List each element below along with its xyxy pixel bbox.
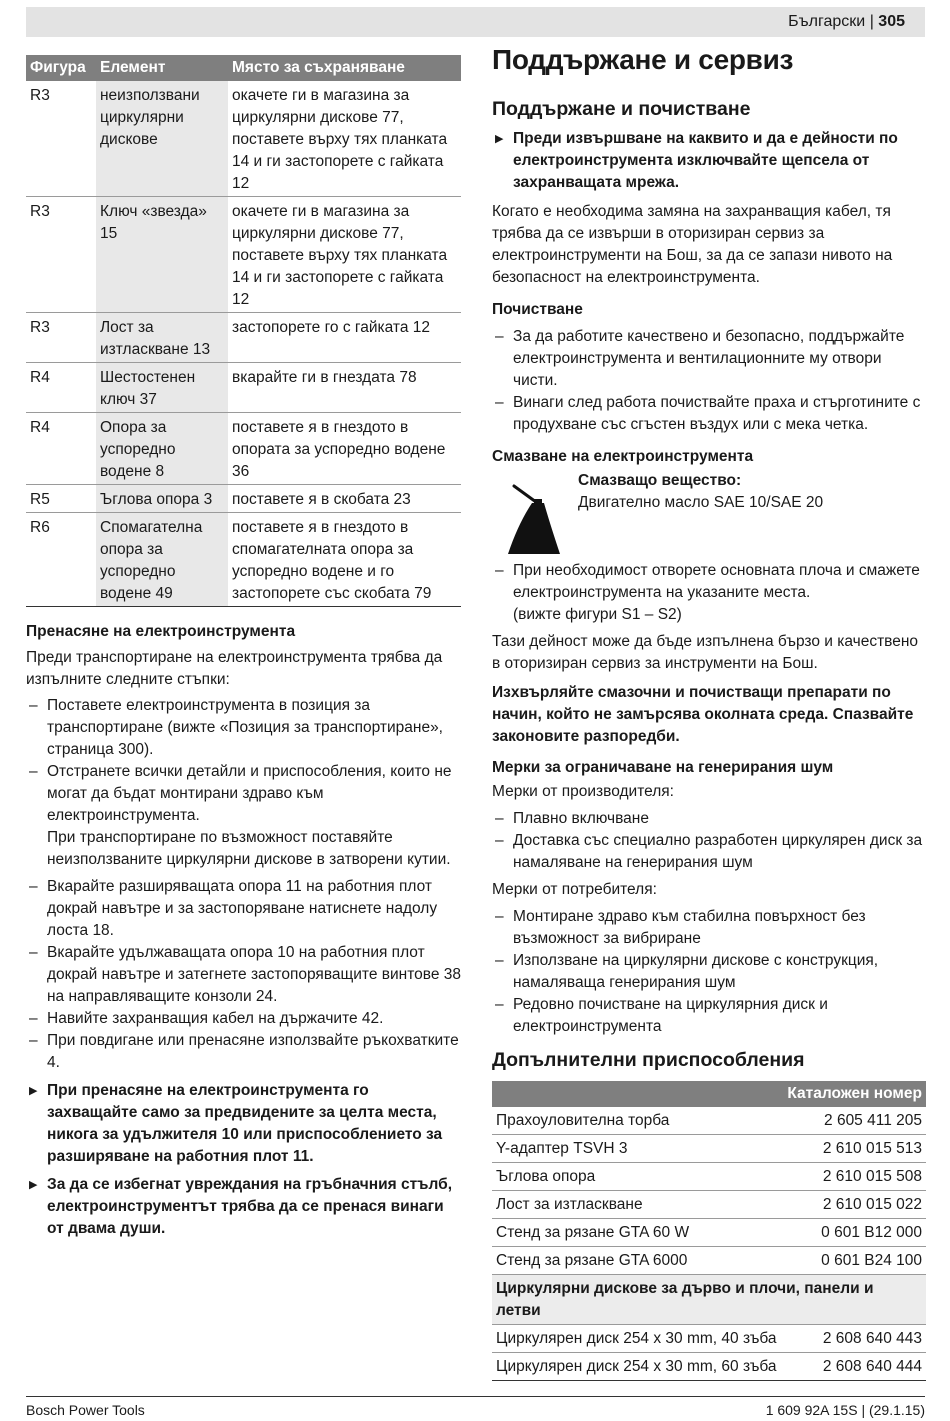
transport-title: Пренасяне на електроинструмента xyxy=(26,623,296,640)
table-row xyxy=(492,1219,926,1247)
cell-element: Опора за успоредно водене 8 xyxy=(96,413,228,485)
cell-storage: окачете ги в магазина за циркулярни дискове 77, поставете върху тях планката 14 и ги застопорете с гайката 12 xyxy=(228,197,461,313)
accessories-table xyxy=(492,1081,926,1381)
accessory-name: Циркулярен диск 254 x 30 mm, 40 зъба xyxy=(492,1325,807,1353)
lubricant-label: Смазващо вещество: xyxy=(578,472,742,489)
environment-text: Изхвърляйте смазочни и почистващи препарати по начин, който не замърсява околната среда. Спазвайте законовите разпоредби. xyxy=(492,684,914,745)
lubrication-service-text: Тази дейност може да бъде изпълнена бързо и качествено в оторизиран сервиз за инструменти на Бош. xyxy=(492,633,919,672)
maintenance-title: Поддържане и почистване xyxy=(492,98,751,120)
table-row xyxy=(492,1353,926,1381)
table-group-row xyxy=(492,1275,926,1325)
cell-figure: R3 xyxy=(26,81,96,197)
cell-storage: окачете ги в магазина за циркулярни дискове 77, поставете върху тях планката 14 и ги застопорете с гайката 12 xyxy=(228,81,461,197)
table-row xyxy=(26,197,461,313)
cell-storage: поставете я в гнездото в спомагателната опора за успоредно водене и го застопорете със скобата 79 xyxy=(228,513,461,607)
cell-figure: R3 xyxy=(26,197,96,313)
accessory-name: Стенд за рязане GTA 6000 xyxy=(492,1247,807,1275)
list-item: – За да работите качествено и безопасно, поддържайте електроинструмента и вентилационните му отвори чисти. xyxy=(492,326,926,392)
cell-element: Лост за изтласкване 13 xyxy=(96,313,228,363)
warning-two-persons: ▶ За да се избегнат увреждания на гръбначния стълб, електроинструментът трябва да се пренася винаги от двама души. xyxy=(26,1174,461,1240)
accessory-name: Лост за изтласкване xyxy=(492,1191,807,1219)
accessory-number: 0 601 B24 100 xyxy=(807,1247,926,1275)
table-row xyxy=(26,363,461,413)
maker-measures-label: Мерки от производителя: xyxy=(492,783,674,800)
accessory-number: 2 605 411 205 xyxy=(807,1107,926,1135)
list-item: – Използване на циркулярни дискове с конструкция, намаляваща генерирания шум xyxy=(492,950,926,994)
list-item-ref: (вижте фигури S1 – S2) xyxy=(513,606,682,623)
cell-storage: вкарайте ги в гнездата 78 xyxy=(228,363,461,413)
page-header-bar xyxy=(26,7,925,37)
footer-brand: Bosch Power Tools xyxy=(26,1402,145,1418)
accessories-table-header xyxy=(492,1081,926,1107)
table-row xyxy=(492,1191,926,1219)
list-item-note: При транспортиране по възможност поставяйте неизползваните циркулярни дискове в затворени кутии. xyxy=(47,829,451,868)
cell-storage: поставете я в скобата 23 xyxy=(228,485,461,513)
col-figure: Фигура xyxy=(26,55,96,81)
accessories-title: Допълнителни приспособления xyxy=(492,1049,805,1071)
accessory-name: Циркулярен диск 254 x 30 mm, 60 зъба xyxy=(492,1353,807,1381)
list-item: – Доставка със специално разработен циркулярен диск за намаляване на генерирания шум xyxy=(492,830,926,874)
accessory-name: Ъглова опора xyxy=(492,1163,807,1191)
cell-figure: R5 xyxy=(26,485,96,513)
list-item: – Навийте захранващия кабел на държачите 42. xyxy=(26,1008,461,1030)
transport-steps xyxy=(26,695,461,1074)
cell-element: неизползвани циркулярни дискове xyxy=(96,81,228,197)
lubricant-value: Двигателно масло SAE 10/SAE 20 xyxy=(578,494,824,511)
accessory-number: 2 610 015 513 xyxy=(807,1135,926,1163)
table-row xyxy=(26,413,461,485)
list-item: – Винаги след работа почиствайте праха и стърготините с продухване със сгъстен въздух или с мека четка. xyxy=(492,392,926,436)
cell-figure: R4 xyxy=(26,363,96,413)
accessory-number: 2 610 015 022 xyxy=(807,1191,926,1219)
accessory-name: Y-адаптер TSVH 3 xyxy=(492,1135,807,1163)
storage-table-header xyxy=(26,55,461,81)
list-item: – Вкарайте разширяващата опора 11 на работния плот докрай навътре и за застопоряване натиснете надолу лоста 18. xyxy=(26,876,461,942)
cell-element: Спомагателна опора за успоредно водене 49 xyxy=(96,513,228,607)
user-measures xyxy=(492,906,926,1038)
cell-element: Шестостенен ключ 37 xyxy=(96,363,228,413)
cleaning-list xyxy=(492,326,926,436)
table-row xyxy=(26,513,461,607)
lubrication-list xyxy=(492,560,926,626)
cell-element: Ъглова опора 3 xyxy=(96,485,228,513)
footer-doc-id: 1 609 92A 15S | (29.1.15) xyxy=(765,1402,925,1418)
maker-measures xyxy=(492,808,926,874)
right-column xyxy=(492,42,926,1381)
table-row xyxy=(492,1135,926,1163)
noise-title: Мерки за ограничаване на генерирания шум xyxy=(492,759,834,776)
accessory-name: Прахоуловителна торба xyxy=(492,1107,807,1135)
accessory-number: 2 608 640 443 xyxy=(807,1325,926,1353)
accessory-name: Стенд за рязане GTA 60 W xyxy=(492,1219,807,1247)
table-row xyxy=(492,1107,926,1135)
table-row xyxy=(492,1163,926,1191)
storage-table xyxy=(26,55,461,607)
service-title: Поддържане и сервиз xyxy=(492,44,794,75)
lubrication-title: Смазване на електроинструмента xyxy=(492,448,754,465)
cell-element: Ключ «звезда» 15 xyxy=(96,197,228,313)
cell-figure: R3 xyxy=(26,313,96,363)
list-item-text: – При необходимост отворете основната плоча и смажете електроинструмента на указаните места. xyxy=(513,562,920,601)
list-item: – При повдигане или пренасяне използвайте ръкохватките 4. xyxy=(26,1030,461,1074)
table-row xyxy=(26,485,461,513)
list-item-text: – Отстранете всички детайли и приспособления, които не могат да бъдат монтирани здраво към електроинструмента. xyxy=(47,763,452,824)
list-item: – Плавно включване xyxy=(492,808,926,830)
cable-text: Когато е необходима замяна на захранващия кабел, тя трябва да се извърши в оторизиран сервиз за електроинструменти на Бош, за да се запази нивото на безопасност на електроинструмента. xyxy=(492,203,893,286)
warning-carry: ▶ При пренасяне на електроинструмента го захващайте само за предвидените за целта места, никога за удължителя 10 или приспособлението за разширяване на работния плот 11. xyxy=(26,1080,461,1168)
table-row xyxy=(492,1247,926,1275)
list-item: – Редовно почистване на циркулярния диск и електроинструмента xyxy=(492,994,926,1038)
footer-divider xyxy=(26,1396,925,1397)
list-item: – Вкарайте удължаващата опора 10 на работния плот докрай навътре и затегнете застопоряващите винтове 38 на направляващите конзоли 24. xyxy=(26,942,461,1008)
left-column xyxy=(26,55,461,1240)
page-header xyxy=(788,11,905,33)
page-number: 305 xyxy=(878,13,905,30)
user-measures-label: Мерки от потребителя: xyxy=(492,881,657,898)
list-item xyxy=(26,761,461,871)
accessory-number: 2 608 640 444 xyxy=(807,1353,926,1381)
list-item: – Поставете електроинструмента в позиция за транспортиране (вижте «Позиция за транспортиране», страница 300). xyxy=(26,695,461,761)
cell-storage: застопорете го с гайката 12 xyxy=(228,313,461,363)
col-storage: Място за съхраняване xyxy=(228,55,461,81)
warning-unplug: ▶ Преди извършване на каквито и да е дейности по електроинструмента изключвайте щепсела от захранващата мрежа. xyxy=(492,128,926,194)
lubricant-info xyxy=(492,470,926,556)
transport-intro: Преди транспортиране на електроинструмента трябва да изпълните следните стъпки: xyxy=(26,649,443,688)
table-row xyxy=(26,313,461,363)
cell-storage: поставете я в гнездото в опората за успоредно водене 36 xyxy=(228,413,461,485)
list-item xyxy=(492,560,926,626)
col-element: Елемент xyxy=(96,55,228,81)
cell-figure: R6 xyxy=(26,513,96,607)
table-row xyxy=(492,1325,926,1353)
table-row xyxy=(26,81,461,197)
accessory-number: 2 610 015 508 xyxy=(807,1163,926,1191)
cleaning-title: Почистване xyxy=(492,301,583,318)
blade-group-label: Циркулярни дискове за дърво и плочи, панели и летви xyxy=(492,1275,926,1325)
col-catalog-number: Каталожен номер xyxy=(492,1081,926,1107)
oil-can-icon xyxy=(492,470,578,556)
list-item: – Монтиране здраво към стабилна повърхност без възможност за вибриране xyxy=(492,906,926,950)
header-separator: | xyxy=(869,13,874,30)
cell-figure: R4 xyxy=(26,413,96,485)
header-language: Български xyxy=(788,13,866,30)
accessory-number: 0 601 B12 000 xyxy=(807,1219,926,1247)
